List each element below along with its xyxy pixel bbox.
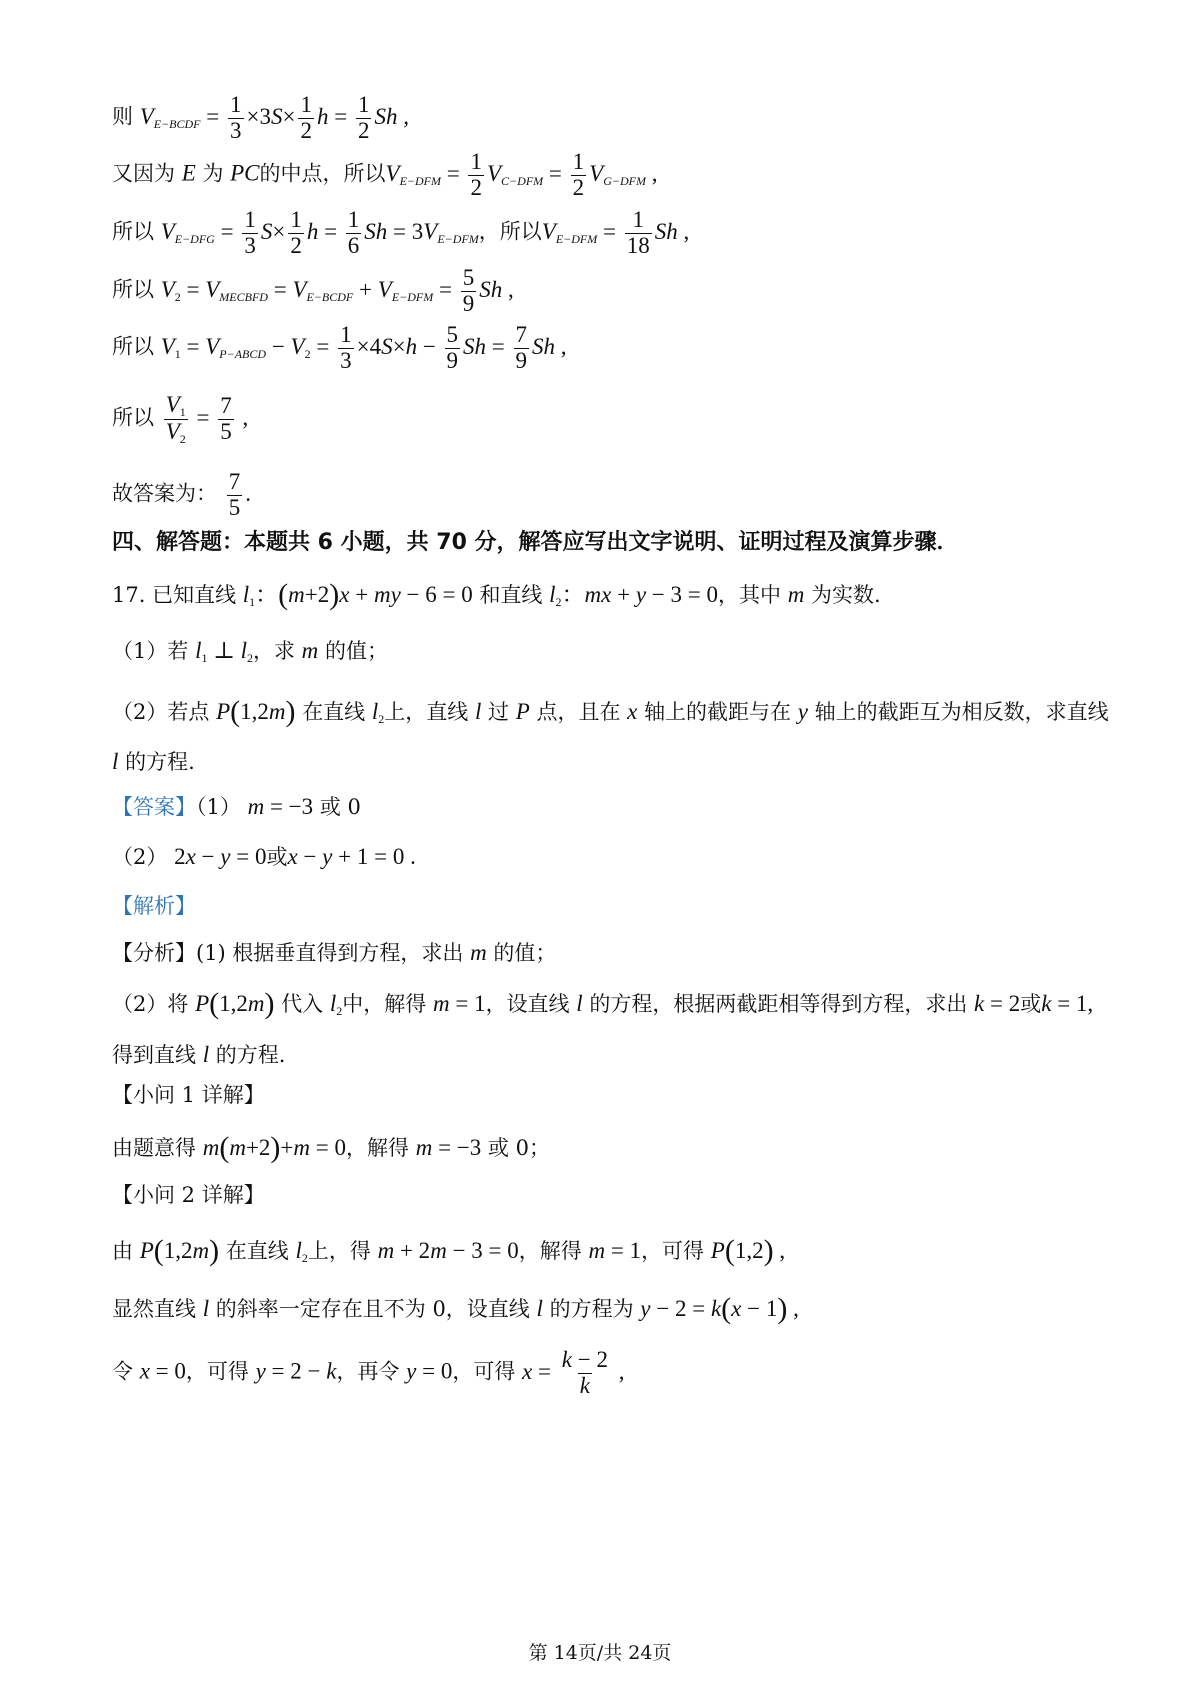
text: 的方程. [215, 1043, 286, 1067]
text: 17. 已知直线 [112, 583, 237, 607]
text: 所以 [112, 405, 154, 430]
formula: m [301, 638, 319, 663]
text: （1）若 [112, 639, 189, 663]
formula: E [181, 160, 196, 186]
text: ，可得 [185, 1359, 249, 1384]
text: 由题意得 [112, 1136, 196, 1160]
formula: $l_2$：mx + y − 3 = 0 [549, 582, 718, 609]
text: 上，得 [307, 1239, 371, 1263]
formula: $l_2$ [329, 991, 343, 1018]
text: （1） [196, 795, 241, 819]
solution-line-3 [112, 208, 1140, 259]
analysis-line-1 [112, 941, 1140, 964]
text: ，解得 [518, 1239, 582, 1263]
text: 为实数. [811, 583, 881, 607]
detail-1-line [112, 1133, 1140, 1163]
answer-tag: 【答案】 [112, 795, 196, 819]
formula: P [515, 699, 530, 724]
text: 过 [488, 700, 510, 724]
text: 的方程，根据两截距相等得到方程，求出 [589, 992, 968, 1016]
text: 所以 [112, 277, 154, 302]
analysis-line-2 [112, 989, 1140, 1019]
detail-2-line-2 [112, 1294, 1140, 1324]
question-17-part-2-cont [112, 750, 1140, 773]
solution-final-answer [112, 470, 1140, 521]
solution-line-4 [112, 266, 1140, 317]
text: 轴上的截距与在 [644, 700, 792, 724]
solution-line-1 [112, 93, 1140, 144]
formula: $l_1$ ⊥ $l_2$ [195, 638, 253, 665]
formula: m [470, 940, 487, 965]
formula: x = 0 [139, 1358, 186, 1384]
solution-line-5 [112, 323, 1140, 374]
formula: $\frac{V_1}{V_2}$ = $\frac{7}{5}$ , [165, 392, 249, 446]
formula: P(1,2) , [710, 1234, 786, 1267]
formula: P(1,2m) [139, 1234, 220, 1267]
text: 在直线 [225, 1239, 289, 1263]
text: （2） [112, 845, 168, 869]
formula: $V_{E-DFM}$ = $\frac{1}{2}$ $V_{C-DFM}$ = $\frac{1}{2}$ $V_{G-DFM}$ , [385, 149, 658, 200]
formula: l [202, 1296, 210, 1321]
text: 的中点，所以 [259, 161, 386, 186]
text: 的值； [493, 941, 557, 965]
formula: x − y + 1 = 0 . [287, 844, 416, 869]
formula: $l_2$ [371, 699, 385, 726]
text: 或 [266, 845, 288, 869]
text: 或 0； [487, 1136, 551, 1160]
formula: $V_{E-DFM}$ = $\frac{1}{18}$ Sh , [541, 207, 690, 258]
text: 的方程. [125, 750, 195, 774]
detail-2-line-3 [112, 1348, 1140, 1399]
analysis-line-3 [112, 1043, 1140, 1066]
text: 或 [1020, 992, 1042, 1016]
text: 中，解得 [342, 992, 427, 1016]
formula: x = $\frac{k - 2}{k}$ , [522, 1347, 625, 1398]
formula: $V_1 = V_{P-ABCD} - V_2$ = $\frac{1}{3}$ ×4S×h − $\frac{5}{9}$ Sh = $\frac{7}{9}$ Sh , [160, 322, 567, 373]
text: 由 [112, 1239, 133, 1263]
text: 代入 [281, 992, 324, 1016]
formula: $l_1$：(m+2)x + my − 6 = 0 [242, 578, 473, 611]
text: ，再令 [336, 1359, 400, 1384]
text: (1) 根据垂直得到方程，求出 [196, 941, 464, 965]
formula: m [787, 582, 805, 607]
detail-2-tag: 【小问 2 详解】 [112, 1183, 265, 1207]
text: 得到直线 [112, 1043, 196, 1067]
formula: m = −3 [247, 794, 314, 819]
text: （2）若点 [112, 700, 210, 724]
formula: m = −3 [415, 1135, 482, 1160]
text: 的值； [324, 639, 388, 663]
section-heading: 四、解答题：本题共 6 小题，共 70 分，解答应写出文字说明、证明过程及演算步骤． [112, 530, 959, 555]
text: 又因为 [112, 161, 175, 186]
solution-line-6 [112, 393, 1140, 446]
formula: $l_2$ [295, 1238, 308, 1265]
formula: x [627, 699, 638, 724]
text: 所以 [112, 219, 154, 244]
text: ，求 [252, 639, 295, 663]
text: 点，且在 [536, 700, 621, 724]
formula: l [576, 991, 583, 1016]
formula: l [474, 699, 482, 724]
text: 和直线 [479, 583, 543, 607]
formula: $V_{E-BCDF}$ = $\frac{1}{3}$ ×3S× $\frac{1}{2}$ h = $\frac{1}{2}$ Sh , [139, 92, 409, 143]
formula: y [797, 699, 808, 724]
analysis-tag: 【解析】 [112, 894, 196, 918]
question-17 [112, 580, 1140, 610]
text: 或 0 [319, 795, 361, 819]
formula: y − 2 = k(x − 1) , [640, 1292, 799, 1325]
text: 轴上的截距互为相反数，求直线 [814, 700, 1109, 724]
solution-line-2 [112, 150, 1140, 201]
formula: l [202, 1042, 210, 1067]
formula: $\frac{7}{5}$ . [228, 469, 251, 520]
text: （2）将 [112, 992, 189, 1016]
text: 的斜率一定存在且不为 0，设直线 [215, 1297, 530, 1321]
formula: m + 2m − 3 = 0 [377, 1238, 519, 1263]
text: 为 [202, 161, 224, 186]
formula: PC [230, 160, 260, 186]
page-footer: 第 14页/共 24页 [528, 1642, 672, 1664]
formula: l [536, 1296, 543, 1321]
formula: y = 2 − k [255, 1358, 337, 1384]
text: 则 [112, 104, 133, 129]
text: 故答案为： [112, 481, 217, 506]
formula: k = 1, [1041, 991, 1094, 1016]
question-17-part-2 [112, 697, 1140, 727]
formula: $V_2 = V_{MECBFD} = V_{E-BCDF} + V_{E-DFM}$ = $\frac{5}{9}$ Sh , [160, 265, 514, 316]
text: ，可得 [452, 1359, 516, 1384]
detail-2-line-1 [112, 1236, 1140, 1266]
formula: P(1,2m) [195, 987, 275, 1020]
formula: $V_{E-DFG}$ = $\frac{1}{3}$ S× $\frac{1}{2}$ h = $\frac{1}{6}$ $Sh = 3V_{E-DFM}$ [160, 207, 479, 258]
text: 上，直线 [384, 700, 469, 724]
text: 令 [112, 1359, 133, 1384]
formula: m(m+2)+m = 0 [202, 1131, 347, 1164]
formula: 2x − y = 0 [174, 844, 267, 869]
text: ，可得 [641, 1239, 705, 1263]
formula: k = 2 [974, 991, 1021, 1016]
answer-line-2 [112, 845, 1140, 868]
text: 显然直线 [112, 1297, 196, 1321]
formula: l [112, 749, 119, 774]
text: ，所以 [478, 219, 542, 244]
formula: m = 1 [588, 1238, 642, 1263]
text: ，设直线 [485, 992, 570, 1016]
formula: m = 1 [432, 991, 486, 1016]
text: 【分析】 [112, 941, 196, 965]
text: ，其中 [718, 583, 781, 607]
text: 在直线 [302, 700, 366, 724]
formula: y = 0 [406, 1358, 453, 1384]
answer-line-1 [112, 795, 1140, 818]
detail-1-tag: 【小问 1 详解】 [112, 1083, 265, 1107]
text: 所以 [112, 334, 154, 359]
text: 的方程为 [549, 1297, 634, 1321]
formula: P(1,2m) [216, 695, 296, 728]
text: ，解得 [346, 1136, 410, 1160]
question-17-part-1 [112, 639, 1140, 664]
